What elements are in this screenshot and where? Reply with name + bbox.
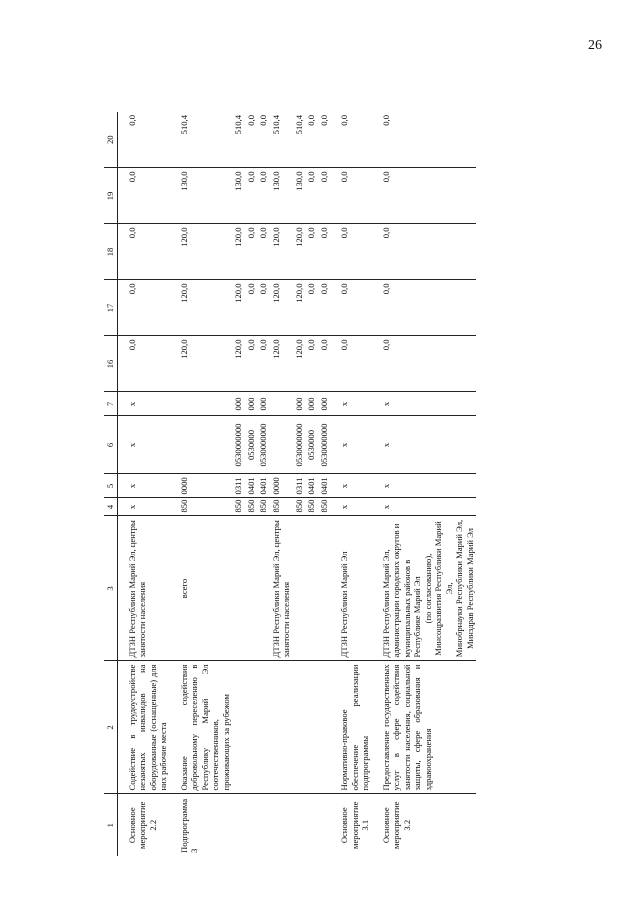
cell-grbs: х — [330, 498, 371, 516]
cell-csr: 0530000000 — [318, 416, 330, 474]
header-col-3: 3 — [104, 516, 118, 661]
cell-csr: 0530000000 — [293, 416, 305, 474]
cell-grbs: 850 — [245, 498, 257, 516]
co-executor-2: Минсоцразвития Республики Марий Эл, — [433, 521, 454, 656]
cell-value-18: 0,0 — [118, 224, 170, 280]
cell-csr: 0530000 — [305, 416, 317, 474]
cell-rzpr: 0401 — [318, 474, 330, 498]
cell-value-20: 510,4 — [293, 112, 305, 168]
row-executor: ДТЗН Республики Марий Эл, администрации городских округов и муниципальных районов в Республике Марий Эл — [380, 523, 423, 658]
cell-vr — [170, 392, 232, 416]
table-row — [330, 112, 371, 856]
cell-value-18: 120,0 — [293, 224, 305, 280]
header-col-4: 4 — [104, 498, 118, 516]
header-col-20: 20 — [104, 112, 118, 168]
cell-value-19: 130,0 — [232, 168, 244, 224]
cell-grbs: 850 — [293, 498, 305, 516]
cell-grbs: 850 — [318, 498, 330, 516]
cell-grbs: 850 — [232, 498, 244, 516]
cell-vr: 000 — [232, 392, 244, 416]
row-title: Основное мероприятие 3.1 — [339, 801, 371, 849]
cell-grbs: х — [118, 498, 170, 516]
cell-csr: 0530000000 — [232, 416, 244, 474]
cell-csr: х — [372, 416, 476, 474]
cell-value-16: 120,0 — [293, 336, 305, 392]
cell-value-17: 0,0 — [372, 280, 476, 336]
cell-vr: 000 — [305, 392, 317, 416]
table-row — [305, 112, 317, 856]
cell-csr: 0530000000 — [257, 416, 269, 474]
co-executor-4: Минздрав Республики Марий Эл — [464, 528, 475, 649]
cell-value-19: 130,0 — [170, 168, 232, 224]
cell-value-18: 0,0 — [330, 224, 371, 280]
table-row — [118, 112, 170, 856]
cell-value-18: 0,0 — [318, 224, 330, 280]
row-title: Основное мероприятие 2.2 — [127, 801, 158, 849]
cell-value-18: 120,0 — [170, 224, 232, 280]
table-row — [245, 112, 257, 856]
header-col-18: 18 — [104, 224, 118, 280]
cell-value-17: 0,0 — [330, 280, 371, 336]
cell-value-19: 130,0 — [293, 168, 305, 224]
rotated-table-container — [104, 112, 576, 856]
cell-value-20: 0,0 — [245, 112, 257, 168]
cell-value-16: 120,0 — [170, 336, 232, 392]
cell-rzpr: 0311 — [293, 474, 305, 498]
cell-vr — [270, 392, 293, 416]
cell-rzpr: 0000 — [270, 474, 293, 498]
cell-vr: х — [330, 392, 371, 416]
cell-value-19: 0,0 — [305, 168, 317, 224]
row-title: Подпрограмма 3 — [178, 798, 200, 853]
cell-value-17: 0,0 — [305, 280, 317, 336]
cell-value-20: 0,0 — [330, 112, 371, 168]
cell-vr: х — [118, 392, 170, 416]
row-executor: ДТЗН Республики Марий Эл — [330, 516, 371, 661]
cell-rzpr: 0401 — [305, 474, 317, 498]
cell-value-17: 0,0 — [318, 280, 330, 336]
table-row — [257, 112, 269, 856]
cell-csr — [270, 416, 293, 474]
cell-value-20: 0,0 — [118, 112, 170, 168]
header-col-19: 19 — [104, 168, 118, 224]
cell-value-20: 510,4 — [232, 112, 244, 168]
cell-csr — [170, 416, 232, 474]
cell-value-20: 0,0 — [257, 112, 269, 168]
header-col-5: 5 — [104, 474, 118, 498]
cell-vr: 000 — [293, 392, 305, 416]
cell-grbs: 850 — [170, 498, 232, 516]
cell-value-19: 0,0 — [245, 168, 257, 224]
cell-value-18: 120,0 — [232, 224, 244, 280]
cell-csr: х — [118, 416, 170, 474]
table-row — [270, 112, 293, 856]
cell-value-19: 0,0 — [372, 168, 476, 224]
cell-rzpr: 0000 — [170, 474, 232, 498]
cell-value-17: 0,0 — [245, 280, 257, 336]
cell-value-20: 0,0 — [305, 112, 317, 168]
cell-grbs: 850 — [270, 498, 293, 516]
cell-value-18: 0,0 — [305, 224, 317, 280]
co-executor-1: (по согласованию), — [422, 553, 433, 624]
cell-value-18: 120,0 — [270, 224, 293, 280]
cell-value-19: 0,0 — [118, 168, 170, 224]
cell-value-19: 0,0 — [330, 168, 371, 224]
row-description: Оказание содействия добровольному переселению в Республику Марий Эл соотечественников, проживающих за рубежом — [170, 661, 232, 794]
cell-grbs: 850 — [257, 498, 269, 516]
table-row — [232, 112, 244, 856]
header-row — [104, 112, 118, 856]
cell-value-17: 0,0 — [257, 280, 269, 336]
cell-value-18: 0,0 — [245, 224, 257, 280]
cell-value-20: 510,4 — [270, 112, 293, 168]
cell-rzpr: 0401 — [257, 474, 269, 498]
cell-csr: 0530000 — [245, 416, 257, 474]
header-col-6: 6 — [104, 416, 118, 474]
cell-value-16: 0,0 — [305, 336, 317, 392]
table-row — [318, 112, 330, 856]
cell-grbs: 850 — [305, 498, 317, 516]
row-description: Нормативно-правовое обеспечение реализации подпрограммы — [330, 661, 371, 794]
cell-value-17: 120,0 — [232, 280, 244, 336]
cell-value-18: 0,0 — [257, 224, 269, 280]
co-executor-3: Минобрнауки Республики Марий Эл, — [454, 519, 465, 658]
cell-value-19: 0,0 — [318, 168, 330, 224]
cell-rzpr: х — [330, 474, 371, 498]
row-description: Предоставление государственных услуг в сфере содействия занятости населения, социальной защиты, сфере образования и здравоохранения — [372, 661, 476, 794]
header-col-7: 7 — [104, 392, 118, 416]
cell-value-19: 0,0 — [257, 168, 269, 224]
header-col-2: 2 — [104, 661, 118, 794]
cell-value-16: 0,0 — [330, 336, 371, 392]
cell-value-17: 120,0 — [170, 280, 232, 336]
cell-value-16: 0,0 — [257, 336, 269, 392]
cell-vr: х — [372, 392, 476, 416]
cell-rzpr: 0311 — [232, 474, 244, 498]
cell-value-16: 0,0 — [245, 336, 257, 392]
cell-value-19: 130,0 — [270, 168, 293, 224]
cell-value-17: 120,0 — [293, 280, 305, 336]
table-row — [293, 112, 305, 856]
cell-value-18: 0,0 — [372, 224, 476, 280]
cell-rzpr: 0401 — [245, 474, 257, 498]
page-number: 26 — [588, 38, 602, 53]
cell-value-20: 510,4 — [170, 112, 232, 168]
cell-vr: 000 — [245, 392, 257, 416]
cell-rzpr: х — [372, 474, 476, 498]
cell-value-17: 120,0 — [270, 280, 293, 336]
row-title: Основное мероприятие 3.2 — [380, 801, 412, 849]
cell-vr: 000 — [318, 392, 330, 416]
cell-value-20: 0,0 — [372, 112, 476, 168]
row-executor: ДТЗН Республики Марий Эл, центры занятости населения — [270, 516, 293, 661]
row-executor: всего — [170, 516, 232, 661]
cell-value-16: 0,0 — [318, 336, 330, 392]
cell-grbs: х — [372, 498, 476, 516]
cell-value-17: 0,0 — [118, 280, 170, 336]
budget-table — [104, 112, 476, 856]
cell-csr: х — [330, 416, 371, 474]
header-col-16: 16 — [104, 336, 118, 392]
table-row — [372, 112, 476, 856]
row-executor: ДТЗН Республики Марий Эл, центры занятости населения — [118, 516, 170, 661]
header-col-17: 17 — [104, 280, 118, 336]
header-col-1: 1 — [104, 794, 118, 856]
row-executor-cell — [372, 516, 476, 661]
cell-value-20: 0,0 — [318, 112, 330, 168]
cell-value-16: 0,0 — [118, 336, 170, 392]
cell-value-16: 0,0 — [372, 336, 476, 392]
cell-rzpr: х — [118, 474, 170, 498]
row-description: Содействие в трудоустройстве незанятых инвалидов на оборудованные (оснащенные) для них рабочие места — [118, 661, 170, 794]
table-row — [170, 112, 232, 856]
cell-vr: 000 — [257, 392, 269, 416]
cell-value-16: 120,0 — [232, 336, 244, 392]
cell-value-16: 120,0 — [270, 336, 293, 392]
